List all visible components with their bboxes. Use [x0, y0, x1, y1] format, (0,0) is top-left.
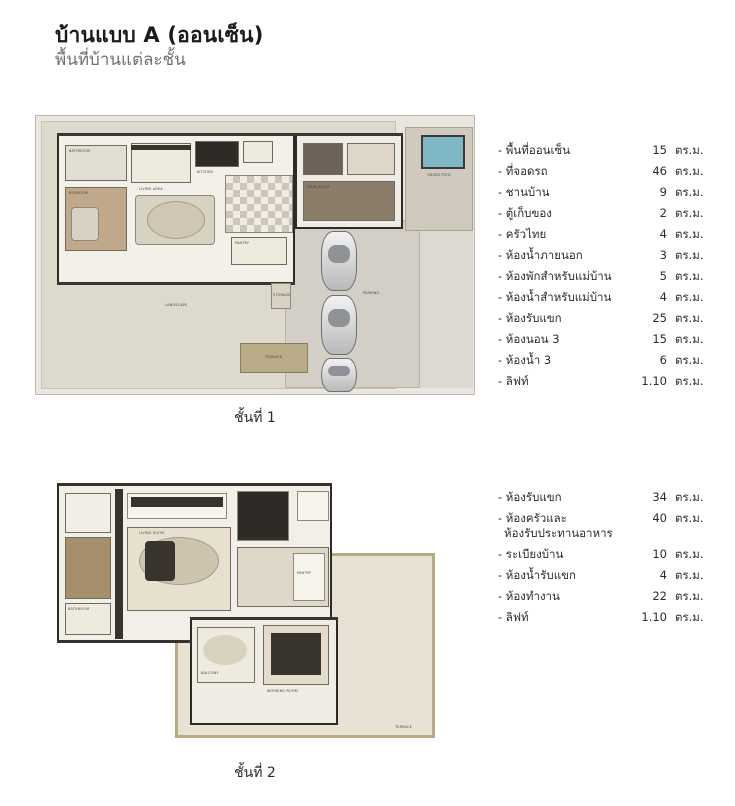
plan-label: PANTRY [235, 241, 250, 245]
legend-value: 46 [652, 164, 667, 178]
legend-unit: ตร.ม. [675, 332, 704, 346]
legend-row [498, 250, 718, 262]
page-subtitle: พื้นที่บ้านแต่ละชั้น [55, 50, 186, 71]
plan-label: MAID ROOM [307, 185, 330, 189]
legend-unit: ตร.ม. [675, 547, 704, 561]
legend-unit: ตร.ม. [675, 353, 704, 367]
legend-label: - ตู้เก็บของ [498, 206, 552, 220]
plan-label: TERRACE [395, 725, 412, 729]
legend-unit: ตร.ม. [675, 206, 704, 220]
legend-row [498, 355, 718, 367]
legend-row [498, 187, 718, 199]
legend-unit: ตร.ม. [675, 185, 704, 199]
legend-label: - ห้องน้ำ 3 [498, 353, 552, 367]
legend-value: 5 [659, 269, 667, 283]
legend-value: 25 [652, 311, 667, 325]
car-shape [321, 231, 357, 291]
legend-value: 22 [652, 589, 667, 603]
legend-label: - ห้องน้ำสำหรับแม่บ้าน [498, 290, 612, 304]
legend-label: - ห้องพักสำหรับแม่บ้าน [498, 269, 612, 283]
legend-row [498, 292, 718, 304]
legend-label: - ลิฟท์ [498, 374, 529, 388]
car-shape [321, 295, 357, 355]
legend-label: - ห้องน้ำรับแขก [498, 568, 576, 582]
floor-1-plan-image [35, 115, 475, 400]
legend-value: 34 [652, 490, 667, 504]
legend-unit: ตร.ม. [675, 227, 704, 241]
plan-label: LANDSCAPE [165, 303, 188, 307]
legend-sublabel: ห้องรับประทานอาหาร [504, 526, 613, 540]
legend-value: 9 [659, 185, 667, 199]
legend-label: - ห้องนอน 3 [498, 332, 560, 346]
legend-label: - ที่จอดรถ [498, 164, 548, 178]
legend-label: - ระเบียงบ้าน [498, 547, 564, 561]
legend-value: 15 [652, 143, 667, 157]
legend-unit: ตร.ม. [675, 610, 704, 624]
legend-label: - ลิฟท์ [498, 610, 529, 624]
car-shape [321, 358, 357, 392]
legend-row [498, 492, 718, 504]
legend-unit: ตร.ม. [675, 269, 704, 283]
legend-row [498, 313, 718, 325]
legend-unit: ตร.ม. [675, 290, 704, 304]
legend-unit: ตร.ม. [675, 311, 704, 325]
legend-label: - ชานบ้าน [498, 185, 550, 199]
legend-row [498, 208, 718, 220]
legend-row [498, 570, 718, 582]
floor-2-area-legend [498, 492, 718, 633]
page-title: บ้านแบบ A (ออนเซ็น) [55, 23, 264, 47]
plan-label: BATHROOM [69, 149, 91, 153]
plan-label: BALCONY [201, 671, 219, 675]
legend-value: 4 [659, 290, 667, 304]
floor-2-plan-image [35, 475, 475, 745]
legend-value: 6 [659, 353, 667, 367]
legend-value: 4 [659, 568, 667, 582]
plan-label: WORKING ROOM [267, 689, 298, 693]
legend-value: 2 [659, 206, 667, 220]
legend-unit: ตร.ม. [675, 589, 704, 603]
legend-value: 3 [659, 248, 667, 262]
legend-unit: ตร.ม. [675, 143, 704, 157]
legend-unit: ตร.ม. [675, 511, 704, 525]
legend-row [498, 591, 718, 603]
legend-row [498, 229, 718, 241]
floor-1-caption: ชั้นที่ 1 [234, 410, 276, 426]
legend-label: - ห้องครัวและ [498, 511, 567, 525]
page-header [55, 22, 264, 72]
onsen-pool-shape [421, 135, 465, 169]
plan-label: LIVING AREA [139, 187, 163, 191]
legend-row [498, 145, 718, 157]
legend-unit: ตร.ม. [675, 568, 704, 582]
legend-value: 15 [652, 332, 667, 346]
legend-label: - ห้องน้ำภายนอก [498, 248, 583, 262]
legend-label: - พื้นที่ออนเซ็น [498, 143, 571, 157]
floor-2-caption: ชั้นที่ 2 [234, 765, 276, 781]
plan-label: TERRACE [265, 355, 282, 359]
legend-row [498, 513, 718, 525]
floor-1-area-legend [498, 145, 718, 397]
legend-label: - ห้องรับแขก [498, 311, 562, 325]
plan-label: ONSEN POOL [427, 173, 452, 177]
plan-label: PANTRY [297, 571, 312, 575]
legend-unit: ตร.ม. [675, 374, 704, 388]
legend-label: - ครัวไทย [498, 227, 547, 241]
legend-row [498, 166, 718, 178]
legend-label: - ห้องทำงาน [498, 589, 560, 603]
legend-row [498, 549, 718, 561]
legend-unit: ตร.ม. [675, 164, 704, 178]
legend-label: - ห้องรับแขก [498, 490, 562, 504]
legend-unit: ตร.ม. [675, 490, 704, 504]
plan-label: BATHROOM [68, 607, 90, 611]
plan-label: PARKING [363, 291, 380, 295]
plan-label: KITCHEN & DINING AREA [241, 537, 288, 541]
legend-row [498, 376, 718, 388]
legend-row [498, 334, 718, 346]
legend-row [498, 271, 718, 283]
legend-row [498, 612, 718, 624]
plan-label: STORAGE [273, 293, 291, 297]
plan-label: LIVING ROOM [139, 531, 165, 535]
legend-value: 10 [652, 547, 667, 561]
plan-label: KITCHEN [197, 170, 214, 174]
legend-value: 1.10 [641, 374, 667, 388]
plan-label: BEDROOM [69, 191, 89, 195]
legend-value: 4 [659, 227, 667, 241]
legend-value: 40 [652, 511, 667, 525]
legend-unit: ตร.ม. [675, 248, 704, 262]
legend-value: 1.10 [641, 610, 667, 624]
